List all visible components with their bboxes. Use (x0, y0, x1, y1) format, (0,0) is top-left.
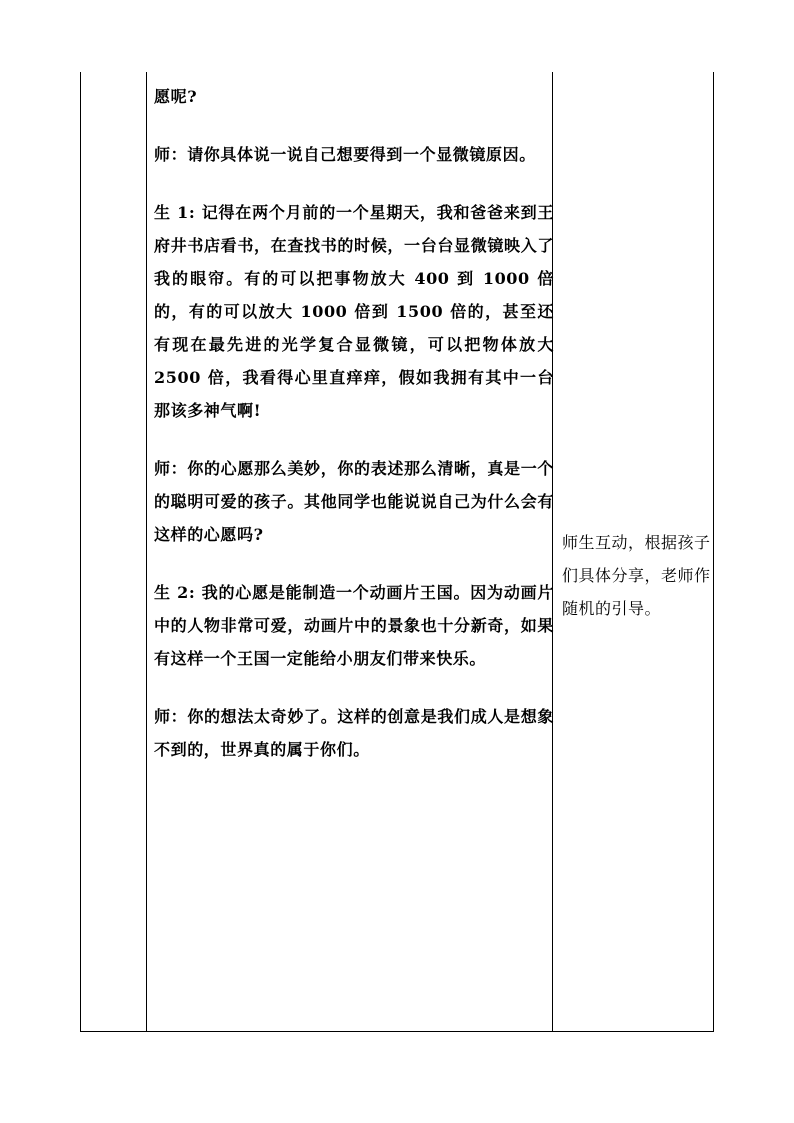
paragraph-student-2: 生 2: 我的心愿是能制造一个动画片王国。因为动画片中的人物非常可爱，动画片中的景象也十分新奇，如果有这样一个王国一定能给小朋友们带来快乐。 (154, 583, 554, 668)
table-border-right (713, 72, 714, 1032)
paragraph-teacher-praise: 师：你的心愿那么美妙，你的表述那么清晰，真是一个的聪明可爱的孩子。其他同学也能说说自己为什么会有这样的心愿吗? (154, 459, 554, 544)
table-border-bottom (80, 1031, 714, 1032)
paragraph-teacher-response: 师：你的想法太奇妙了。这样的创意是我们成人是想象不到的，世界真的属于你们。 (154, 707, 554, 759)
paragraph-teacher-ask: 师：请你具体说一说自己想要得到一个显微镜原因。 (154, 145, 536, 164)
paragraph-question-end: 愿呢? (154, 87, 198, 106)
teaching-process-cell (154, 80, 554, 791)
paragraph-student-1: 生 1: 记得在两个月前的一个星期天，我和爸爸来到王府井书店看书，在查找书的时候，一台台显微镜映入了我的眼帘。有的可以把事物放大 400 到 1000 倍的，有的可以放大 1000 倍到 1500 倍的，甚至还有现在最先进的光学复合显微镜，可以把物体放大 2500 倍，我看得心里直痒痒，假如我拥有其中一台那该多神气啊! (154, 203, 554, 420)
design-intent-cell: 师生互动，根据孩子们具体分享，老师作随机的引导。 (562, 533, 711, 618)
table-border-left (80, 72, 81, 1032)
table-divider-1 (146, 72, 147, 1032)
lesson-table (80, 72, 714, 1032)
